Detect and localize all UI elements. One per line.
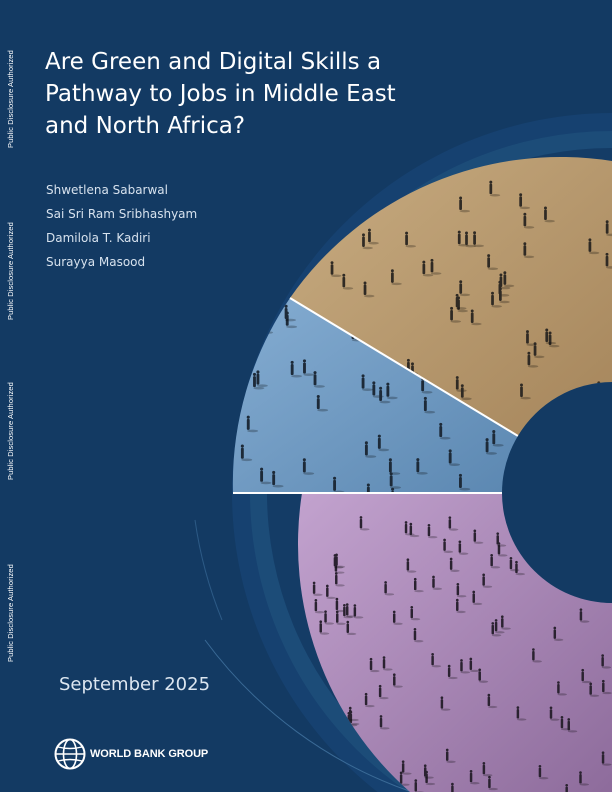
author-name: Surayya Masood bbox=[46, 255, 146, 269]
disclosure-label: Public Disclosure Authorized bbox=[6, 564, 15, 662]
arc-line bbox=[195, 520, 222, 620]
author-list bbox=[46, 178, 197, 274]
author-name: Sai Sri Ram Sribhashyam bbox=[46, 207, 198, 221]
world-bank-logo bbox=[54, 738, 208, 770]
author-name: Shwetlena Sabarwal bbox=[46, 183, 168, 197]
publication-date: September 2025 bbox=[59, 674, 211, 695]
publisher-name: WORLD BANK GROUP bbox=[90, 748, 209, 760]
globe-icon bbox=[54, 738, 86, 770]
author-name: Damilola T. Kadiri bbox=[46, 231, 151, 245]
disclosure-label: Public Disclosure Authorized bbox=[6, 50, 15, 148]
disclosure-label: Public Disclosure Authorized bbox=[6, 382, 15, 480]
disclosure-label: Public Disclosure Authorized bbox=[6, 222, 15, 320]
report-title: Are Green and Digital Skills a Pathway to Jobs in Middle East and North Africa? bbox=[45, 49, 396, 139]
person-figure bbox=[261, 308, 272, 325]
